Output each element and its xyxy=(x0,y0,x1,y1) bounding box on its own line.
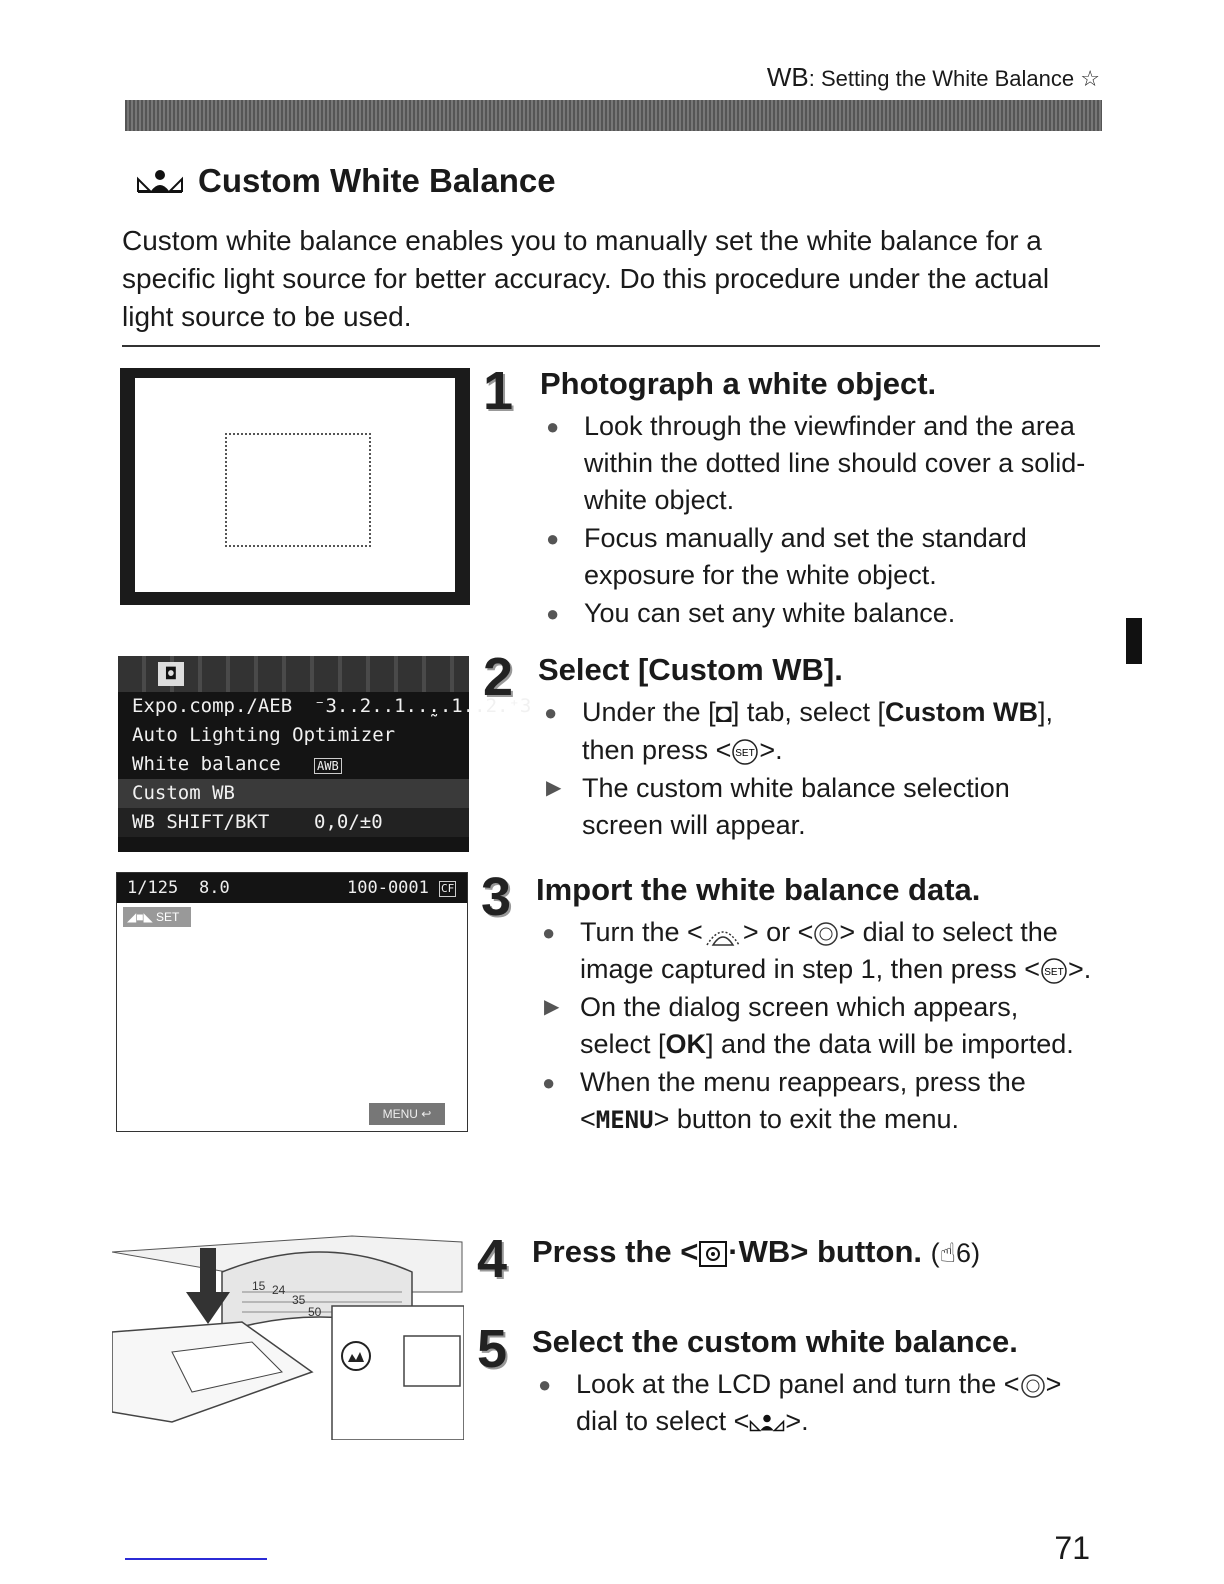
step-number-5: 5 xyxy=(476,1319,508,1379)
arrow-down-icon xyxy=(200,1248,216,1296)
camera-lcd-screen xyxy=(116,872,468,1132)
dotted-target-area xyxy=(225,433,371,547)
metering-mode-icon xyxy=(698,1240,728,1268)
intro-paragraph: Custom white balance enables you to manually set the white balance for a specific light source for better accuracy. Do this procedure under the actual light source to be used. xyxy=(122,225,1050,332)
page-number: 71 xyxy=(1054,1530,1090,1566)
step-1-title: Photograph a white object. xyxy=(540,366,937,401)
custom-wb-set-badge: ◢■◣ SET xyxy=(123,907,191,927)
list-item: ▶ The custom white balance selection screen will appear. xyxy=(538,770,1098,844)
step-number-1: 1 xyxy=(482,361,514,421)
list-item: ● Focus manually and set the standard exposure for the white object. xyxy=(540,520,1100,594)
list-item: ● Under the [◘] tab, select [Custom WB], then press < SET >. xyxy=(538,694,1098,769)
list-item: ● Turn the < > or < > dial to select the image captured in step 1, then press < SET >. xyxy=(536,914,1096,988)
focal-length-label: 15 xyxy=(252,1279,266,1293)
awb-icon: AWB xyxy=(314,758,342,774)
set-button-icon xyxy=(1040,957,1068,985)
menu-tab-bar xyxy=(118,656,469,692)
step-1-bullets xyxy=(540,408,1100,632)
section-title xyxy=(136,162,556,200)
menu-row: Auto Lighting Optimizer xyxy=(132,724,396,746)
step-number-4: 4 xyxy=(476,1229,508,1289)
menu-back-button: MENU ↩ xyxy=(369,1103,445,1125)
running-header xyxy=(600,62,1100,93)
bullet-icon: ● xyxy=(546,526,560,551)
main-dial-icon xyxy=(703,921,743,947)
menu-row: Expo.comp./AEB ⁻3..2..1..̰..1..2.⁺3 xyxy=(132,695,532,717)
list-item: ● Look through the viewfinder and the area within the dotted line should cover a solid-white object. xyxy=(540,408,1100,519)
side-tab-mark xyxy=(1126,618,1142,664)
list-item: ▶ On the dialog screen which appears, select [OK] and the data will be imported. xyxy=(536,989,1096,1063)
page-reference: (☝6) xyxy=(930,1238,981,1268)
step-3-title: Import the white balance data. xyxy=(536,872,981,907)
header-title-text: : Setting the White Balance xyxy=(808,66,1075,91)
svg-text:SET: SET xyxy=(735,748,756,760)
list-item: ● You can set any white balance. xyxy=(540,595,1100,632)
cf-card-icon: CF xyxy=(441,882,455,895)
list-item: ● Look at the LCD panel and turn the < > dial to select < >. xyxy=(532,1366,1102,1440)
bullet-icon: ● xyxy=(538,1372,552,1397)
camera-menu-screen xyxy=(118,656,532,852)
step-3 xyxy=(536,872,1096,1139)
step-1 xyxy=(540,366,1100,632)
bullet-icon: ● xyxy=(544,700,558,725)
bullet-icon: ● xyxy=(542,920,556,945)
step-2 xyxy=(538,652,1098,844)
bullet-icon: ● xyxy=(546,601,560,626)
quick-control-dial-icon xyxy=(1020,1373,1046,1399)
step-4 xyxy=(532,1234,1112,1270)
step-5-bullets xyxy=(532,1366,1102,1440)
header-bar xyxy=(125,100,1102,131)
viewfinder-illustration xyxy=(120,368,470,605)
header-wb: WB xyxy=(766,62,809,92)
focal-length-label: 35 xyxy=(292,1293,306,1307)
viewfinder-frame xyxy=(135,378,455,592)
menu-button-label: MENU xyxy=(595,1106,654,1134)
focal-length-label: 50 xyxy=(308,1305,322,1319)
menu-row: White balance AWB xyxy=(118,750,469,779)
bullet-icon: ● xyxy=(546,414,560,439)
bullet-icon: ● xyxy=(542,1070,556,1095)
step-2-bullets xyxy=(538,694,1098,844)
divider xyxy=(122,345,1100,347)
custom-wb-icon xyxy=(749,1412,785,1434)
step-number-3: 3 xyxy=(480,867,512,927)
camera-top-illustration xyxy=(112,1232,464,1440)
step-number-2: 2 xyxy=(482,647,514,707)
custom-wb-icon xyxy=(136,167,184,195)
section-title-text: Custom White Balance xyxy=(198,162,556,199)
step-3-bullets xyxy=(536,914,1096,1139)
step-4-title: Press the < ·WB> button. (☝6) xyxy=(532,1234,981,1269)
step-5-title: Select the custom white balance. xyxy=(532,1324,1018,1359)
set-button-icon xyxy=(731,738,759,766)
list-item: ● When the menu reappears, press the <MENU> button to exit the menu. xyxy=(536,1064,1096,1139)
menu-row-selected: Custom WB xyxy=(118,779,469,808)
result-arrow-icon: ▶ xyxy=(546,777,562,800)
star-icon: ☆ xyxy=(1080,66,1100,91)
shooting-tab-icon: ◘ xyxy=(715,698,732,729)
result-arrow-icon: ▶ xyxy=(544,996,560,1018)
step-5 xyxy=(532,1324,1102,1440)
step-2-title: Select [Custom WB]. xyxy=(538,652,843,687)
wb-button-icon xyxy=(342,1342,370,1370)
shooting-tab-icon: ◘ xyxy=(158,662,184,686)
menu-row: WB SHIFT/BKT 0,0/±0 xyxy=(118,808,469,837)
svg-text:SET: SET xyxy=(1044,966,1064,978)
focal-length-label: 24 xyxy=(272,1283,286,1297)
lcd-info-bar: 1/125 8.0 100-0001 CF xyxy=(117,873,467,903)
footer-line xyxy=(125,1558,267,1560)
quick-control-dial-icon xyxy=(813,921,839,947)
